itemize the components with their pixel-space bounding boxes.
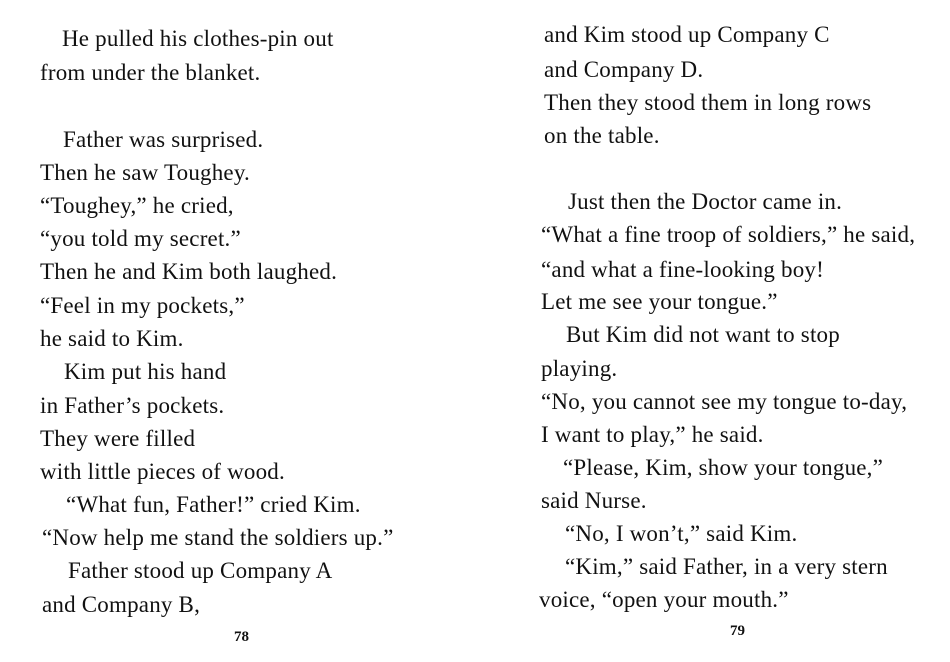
text-line: He pulled his clothes-pin out [62, 26, 334, 51]
text-line: and Company D. [544, 57, 704, 82]
text-line: “Feel in my pockets,” [40, 293, 245, 318]
text-line: “No, I won’t,” said Kim. [565, 521, 798, 546]
text-line: Kim put his hand [64, 359, 227, 384]
text-line: playing. [541, 356, 618, 381]
text-line: “Kim,” said Father, in a very stern [565, 554, 888, 579]
text-line: Then he and Kim both laughed. [40, 259, 338, 284]
text-line: I want to play,” he said. [541, 422, 764, 447]
text-line: and Company B, [42, 592, 201, 617]
text-line: “and what a fine-looking boy! [541, 257, 824, 282]
text-line: “What fun, Father!” cried Kim. [66, 492, 361, 517]
text-line: he said to Kim. [40, 326, 184, 351]
page-number: 78 [234, 629, 249, 645]
right-page [475, 0, 950, 662]
text-line: Then they stood them in long rows [544, 90, 872, 115]
text-line: Father was surprised. [63, 127, 264, 152]
text-line: from under the blanket. [40, 60, 261, 85]
text-line: Let me see your tongue.” [541, 289, 778, 314]
text-line: and Kim stood up Company C [544, 22, 830, 47]
text-line: with little pieces of wood. [40, 459, 285, 484]
text-line: “What a fine troop of soldiers,” he said, [541, 222, 916, 247]
text-line: Just then the Doctor came in. [568, 189, 843, 214]
text-line: “No, you cannot see my tongue to-day, [541, 389, 908, 414]
text-line: “Now help me stand the soldiers up.” [42, 525, 394, 550]
text-line: in Father’s pockets. [40, 393, 225, 418]
text-line: said Nurse. [541, 488, 647, 513]
text-line: voice, “open your mouth.” [539, 587, 789, 612]
page-number: 79 [730, 623, 745, 639]
text-line: But Kim did not want to stop [566, 322, 840, 347]
text-line: Then he saw Toughey. [40, 160, 250, 185]
text-line: “you told my secret.” [40, 226, 241, 251]
text-line: They were filled [40, 426, 196, 451]
text-line: on the table. [544, 123, 660, 148]
text-line: “Please, Kim, show your tongue,” [563, 455, 884, 480]
text-line: “Toughey,” he cried, [40, 193, 234, 218]
text-line: Father stood up Company A [68, 558, 333, 583]
